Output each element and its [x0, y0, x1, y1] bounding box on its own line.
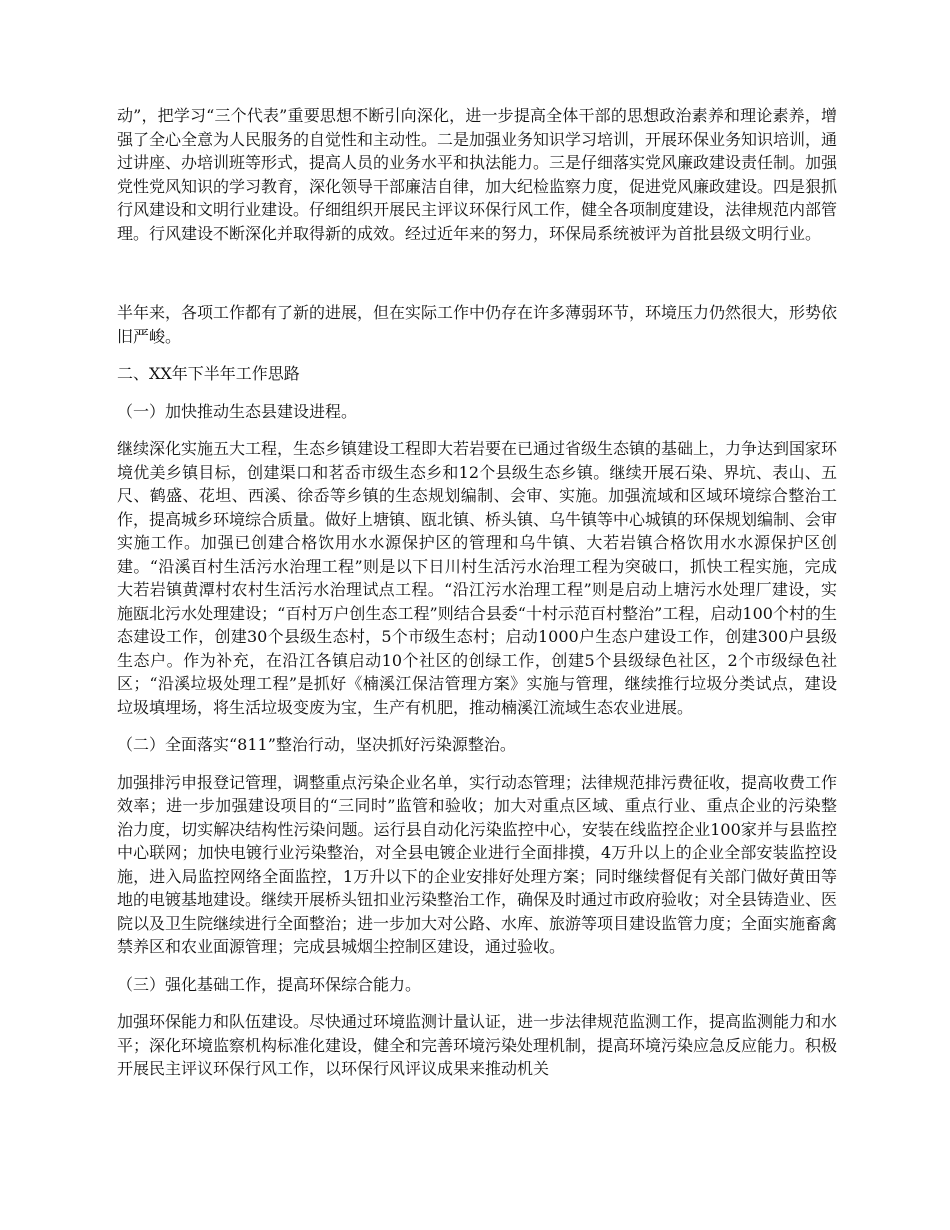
- paragraph-pollution-control: 加强排污申报登记管理，调整重点污染企业名单，实行动态管理；法律规范排污费征收，提高收费工作效率；进一步加强建设项目的“三同时”监管和验收；加大对重点区域、重点行业、重点企业的污染整治力度，切实解决结构性污染问题。运行县自动化污染监控中心，安装在线监控企业100家并与县监控中心联网；加快电镀行业污染整治，对全县电镀企业进行全面排摸，4万升以上的企业全部安装监控设施，进入局监控网络全面监控，1万升以下的企业安排好处理方案；同时继续督促有关部门做好黄田等地的电镀基地建设。继续开展桥头钮扣业污染整治工作，确保及时通过市政府验收；对全县铸造业、医院以及卫生院继续进行全面整治；进一步加大对公路、水库、旅游等项目建设监管力度；全面实施畜禽禁养区和农业面源管理；完成县城烟尘控制区建设，通过验收。: [117, 772, 838, 956]
- paragraph-half-year-summary: 半年来，各项工作都有了新的进展，但在实际工作中仍存在许多薄弱环节，环境压力仍然很大，形势依旧严峻。: [117, 303, 838, 346]
- paragraph-eco-county: 继续深化实施五大工程，生态乡镇建设工程即大若岩要在已通过省级生态镇的基础上，力争达到国家环境优美乡镇目标，创建渠口和茗岙市级生态乡和12个县级生态乡镇。继续开展石染、界坑、表山、五尺、鹤盛、花坦、西溪、徐岙等乡镇的生态规划编制、会审、实施。加强流域和区域环境综合整治工作，提高城乡环境综合质量。做好上塘镇、瓯北镇、桥头镇、乌牛镇等中心城镇的环保规划编制、会审实施工作。加强已创建合格饮用水水源保护区的管理和乌牛镇、大若岩镇合格饮用水水源保护区创建。“沿溪百村生活污水治理工程”则是以下日川村生活污水治理工程为突破口，抓快工程实施，完成大若岩镇黄潭村农村生活污水治理试点工程。“沿江污水治理工程”则是启动上塘污水处理厂建设，实施瓯北污水处理建设；“百村万户创生态工程”则结合县委“十村示范百村整治”工程，启动100个村的生态建设工作，创建30个县级生态村，5个市级生态村；启动1000户生态户建设工作，创建300户县级生态户。作为补充，在沿江各镇启动10个社区的创绿工作，创建5个县级绿色社区，2个市级绿色社区；“沿溪垃圾处理工程”是抓好《楠溪江保洁管理方案》实施与管理，继续推行垃圾分类试点，建设垃圾填埋场，将生活垃圾变废为宝，生产有机肥，推动楠溪江流域生态农业进展。: [117, 439, 838, 717]
- document-body: [117, 104, 837, 1095]
- subheading-eco-county: （一）加快推动生态县建设进程。: [117, 401, 358, 421]
- paragraph-capacity-building: 加强环保能力和队伍建设。尽快通过环境监测计量认证，进一步法律规范监测工作，提高监测能力和水平；深化环境监察机构标准化建设，健全和完善环境污染处理机制，提高环境污染应急反应能力。积极开展民主评议环保行风工作，以环保行风评议成果来推动机关: [117, 1012, 838, 1078]
- section-heading-plan: 二、XX年下半年工作思路: [117, 364, 300, 383]
- subheading-capacity: （三）强化基础工作，提高环保综合能力。: [117, 974, 422, 994]
- paragraph-party-conduct: 动”，把学习“三个代表”重要思想不断引向深化，进一步提高全体干部的思想政治素养和理论素养，增强了全心全意为人民服务的自觉性和主动性。二是加强业务知识学习培训，开展环保业务知识培训，通过讲座、办培训班等形式，提高人员的业务水平和执法能力。三是仔细落实党风廉政建设责任制。加强党性党风知识的学习教育，深化领导干部廉洁自律，加大纪检监察力度，促进党风廉政建设。四是狠抓行风建设和文明行业建设。仔细组织开展民主评议环保行风工作，健全各项制度建设，法律规范内部管理。行风建设不断深化并取得新的成效。经过近年来的努力，环保局系统被评为首批县级文明行业。: [117, 106, 838, 243]
- subheading-811-action: （二）全面落实“811”整治行动，坚决抓好污染源整治。: [117, 735, 516, 754]
